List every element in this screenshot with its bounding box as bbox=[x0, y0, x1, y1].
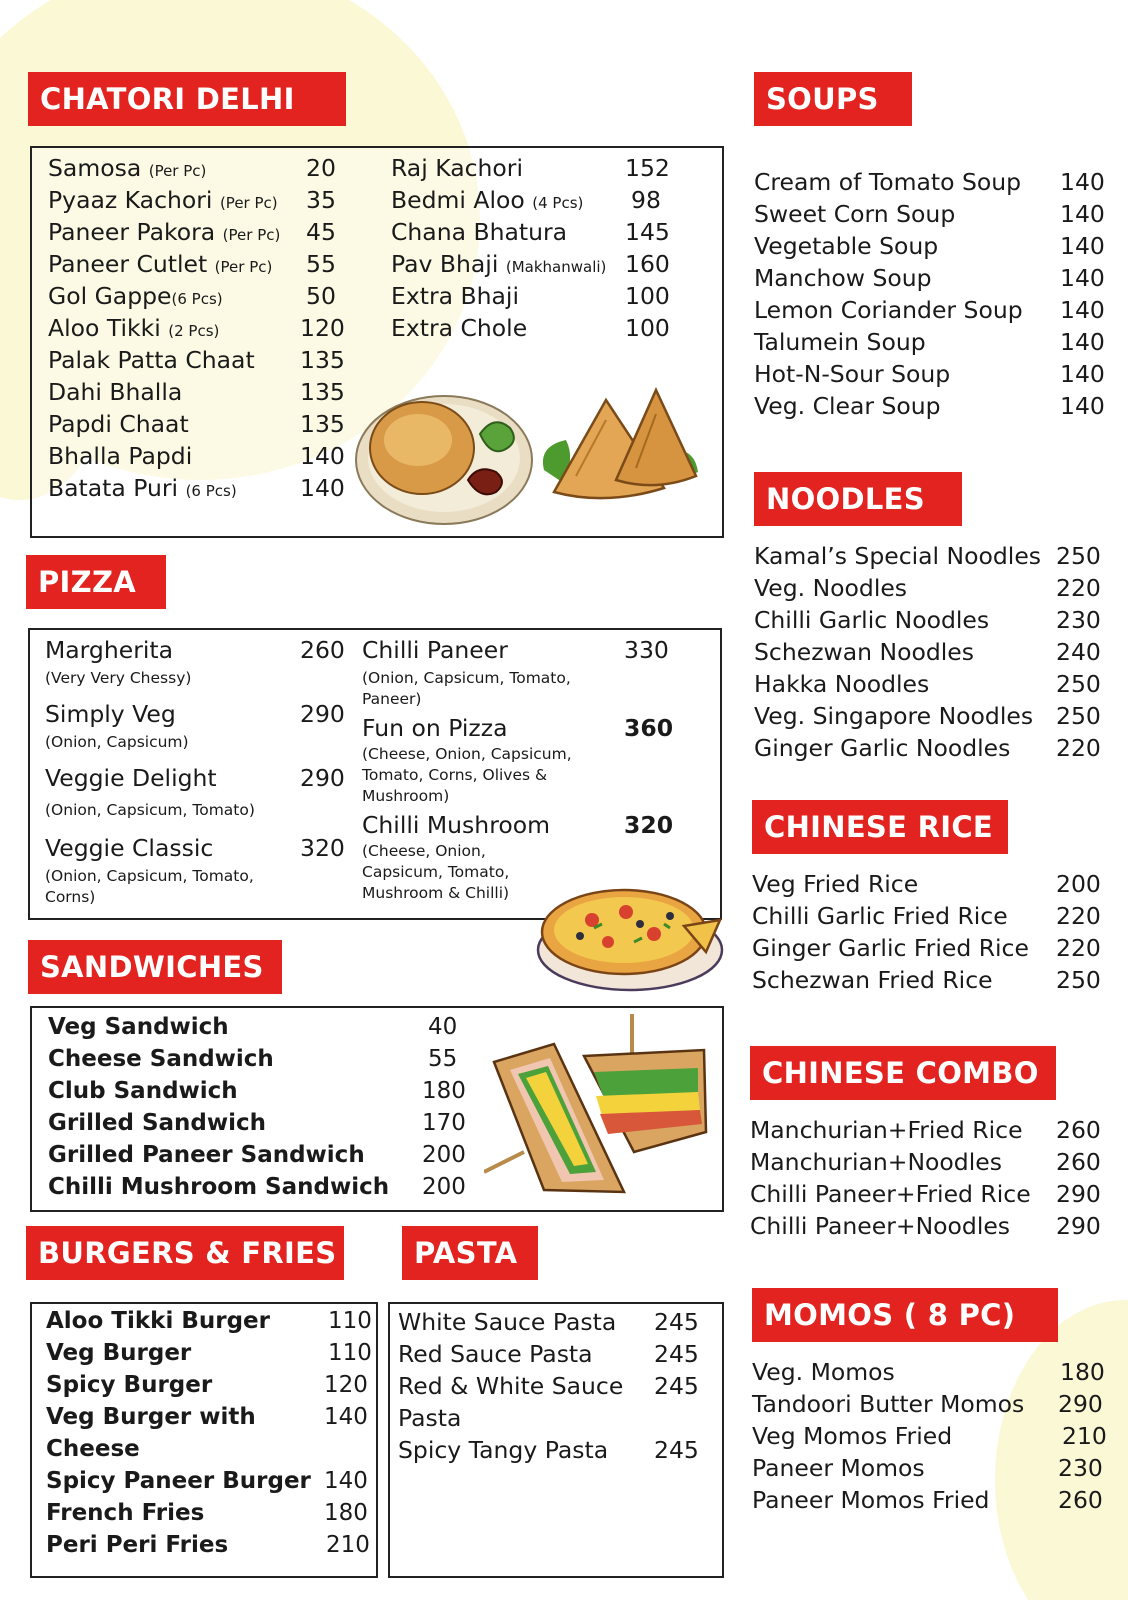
burgers-fries-heading: BURGERS & FRIES bbox=[26, 1226, 344, 1280]
menu-item-description: (Onion, Capsicum, Tomato) bbox=[45, 801, 255, 819]
menu-item: Club Sandwich 180 bbox=[48, 1078, 466, 1104]
pizza-illustration bbox=[534, 876, 726, 996]
momos-list bbox=[752, 1358, 1112, 1518]
menu-item: Veggie Delight 290 bbox=[45, 764, 345, 792]
menu-item: Chilli Mushroom 320 bbox=[362, 811, 674, 839]
pasta-list bbox=[398, 1308, 708, 1468]
menu-item: Manchow Soup 140 bbox=[754, 264, 1105, 292]
menu-item: Aloo Tikki Burger 110 bbox=[46, 1308, 372, 1334]
menu-item-description: (Cheese, Onion, bbox=[362, 842, 486, 860]
menu-item-description: Paneer) bbox=[362, 690, 422, 708]
chatori-delhi-right-list bbox=[391, 154, 671, 346]
menu-item: Chilli Garlic Fried Rice 220 bbox=[752, 902, 1101, 930]
noodles-list bbox=[754, 542, 1114, 766]
chinese-rice-heading: CHINESE RICE bbox=[752, 800, 1008, 854]
menu-item: French Fries 180 bbox=[46, 1500, 368, 1526]
menu-item: Dahi Bhalla 135 bbox=[48, 378, 345, 406]
menu-item: Chilli Paneer 330 bbox=[362, 636, 669, 664]
menu-item: Aloo Tikki (2 Pcs) 120 bbox=[48, 314, 345, 342]
menu-item: Chilli Paneer+Noodles 290 bbox=[750, 1212, 1101, 1240]
menu-item: Manchurian+Noodles 260 bbox=[750, 1148, 1101, 1176]
chinese-combo-list bbox=[750, 1116, 1110, 1244]
menu-item: Ginger Garlic Fried Rice 220 bbox=[752, 934, 1101, 962]
menu-item: Manchurian+Fried Rice 260 bbox=[750, 1116, 1101, 1144]
menu-item: Kamal’s Special Noodles 250 bbox=[754, 542, 1101, 570]
pizza-heading: PIZZA bbox=[26, 555, 166, 609]
menu-item: Raj Kachori 152 bbox=[391, 154, 670, 182]
menu-item-description: (Onion, Capsicum, Tomato, bbox=[45, 867, 254, 885]
menu-item: Paneer Momos 230 bbox=[752, 1454, 1103, 1482]
menu-item: Spicy Tangy Pasta 245 bbox=[398, 1436, 699, 1464]
menu-item-description: (Cheese, Onion, Capsicum, bbox=[362, 745, 572, 763]
menu-item: Tandoori Butter Momos 290 bbox=[752, 1390, 1103, 1418]
menu-item: Lemon Coriander Soup 140 bbox=[754, 296, 1105, 324]
menu-item: Papdi Chaat 135 bbox=[48, 410, 345, 438]
menu-item: Pav Bhaji (Makhanwali) 160 bbox=[391, 250, 670, 278]
menu-item-description: Mushroom & Chilli) bbox=[362, 884, 510, 902]
menu-item: Hot-N-Sour Soup 140 bbox=[754, 360, 1105, 388]
menu-item: Veg Fried Rice 200 bbox=[752, 870, 1101, 898]
menu-item: Margherita 260 bbox=[45, 636, 345, 664]
menu-item: Samosa (Per Pc) 20 bbox=[48, 154, 336, 182]
menu-item: Pasta bbox=[398, 1404, 462, 1432]
menu-item: Schezwan Noodles 240 bbox=[754, 638, 1101, 666]
menu-item: Sweet Corn Soup 140 bbox=[754, 200, 1105, 228]
menu-item: Grilled Sandwich 170 bbox=[48, 1110, 466, 1136]
menu-item-description: Mushroom) bbox=[362, 787, 450, 805]
menu-item-description: (Onion, Capsicum, Tomato, bbox=[362, 669, 571, 687]
samosa-illustration bbox=[536, 380, 706, 510]
menu-item: Paneer Cutlet (Per Pc) 55 bbox=[48, 250, 336, 278]
menu-item: Chana Bhatura 145 bbox=[391, 218, 670, 246]
menu-item: Veg. Noodles 220 bbox=[754, 574, 1101, 602]
menu-item: Batata Puri (6 Pcs) 140 bbox=[48, 474, 345, 502]
menu-item: White Sauce Pasta 245 bbox=[398, 1308, 699, 1336]
menu-item-description: Capsicum, Tomato, bbox=[362, 863, 510, 881]
menu-item: Paneer Momos Fried 260 bbox=[752, 1486, 1103, 1514]
menu-item: Chilli Garlic Noodles 230 bbox=[754, 606, 1101, 634]
menu-item-description: (Very Very Chessy) bbox=[45, 669, 192, 687]
menu-item: Cream of Tomato Soup 140 bbox=[754, 168, 1105, 196]
menu-item: Spicy Paneer Burger 140 bbox=[46, 1468, 368, 1494]
chatori-delhi-left-list bbox=[48, 154, 348, 506]
momos-heading: MOMOS ( 8 PC) bbox=[752, 1288, 1058, 1342]
burgers-fries-list bbox=[46, 1308, 372, 1564]
menu-item: Veg Momos Fried 210 bbox=[752, 1422, 1107, 1450]
menu-item: Veg Burger 110 bbox=[46, 1340, 372, 1366]
menu-item-description: Corns) bbox=[45, 888, 96, 906]
menu-item: Ginger Garlic Noodles 220 bbox=[754, 734, 1101, 762]
menu-item: Veg. Momos 180 bbox=[752, 1358, 1105, 1386]
menu-item: Chilli Paneer+Fried Rice 290 bbox=[750, 1180, 1101, 1208]
menu-item: Grilled Paneer Sandwich 200 bbox=[48, 1142, 466, 1168]
kachori-plate-illustration bbox=[352, 388, 542, 528]
menu-item: Bedmi Aloo (4 Pcs) 98 bbox=[391, 186, 661, 214]
menu-item: Palak Patta Chaat 135 bbox=[48, 346, 345, 374]
menu-item: Hakka Noodles 250 bbox=[754, 670, 1101, 698]
menu-item: Red & White Sauce 245 bbox=[398, 1372, 699, 1400]
menu-item: Extra Bhaji 100 bbox=[391, 282, 670, 310]
menu-item-description: Tomato, Corns, Olives & bbox=[362, 766, 548, 784]
menu-item: Fun on Pizza 360 bbox=[362, 714, 674, 742]
menu-item: Cheese Sandwich 55 bbox=[48, 1046, 458, 1072]
menu-item: Extra Chole 100 bbox=[391, 314, 670, 342]
menu-item: Peri Peri Fries 210 bbox=[46, 1532, 370, 1558]
menu-item: Veggie Classic 320 bbox=[45, 834, 345, 862]
menu-item: Bhalla Papdi 140 bbox=[48, 442, 345, 470]
sandwiches-list bbox=[48, 1014, 468, 1206]
menu-item: Veg Burger with 140 bbox=[46, 1404, 368, 1430]
menu-item: Red Sauce Pasta 245 bbox=[398, 1340, 699, 1368]
menu-item: Talumein Soup 140 bbox=[754, 328, 1105, 356]
menu-item: Veg Sandwich 40 bbox=[48, 1014, 458, 1040]
soups-list bbox=[754, 168, 1104, 424]
pizza-right-list bbox=[362, 636, 672, 904]
menu-item: Cheese bbox=[46, 1436, 140, 1462]
sandwiches-heading: SANDWICHES bbox=[28, 940, 282, 994]
menu-item: Gol Gappe(6 Pcs) 50 bbox=[48, 282, 336, 310]
menu-item: Veg. Clear Soup 140 bbox=[754, 392, 1105, 420]
menu-item: Spicy Burger 120 bbox=[46, 1372, 368, 1398]
menu-item: Vegetable Soup 140 bbox=[754, 232, 1105, 260]
menu-item: Schezwan Fried Rice 250 bbox=[752, 966, 1101, 994]
menu-item: Chilli Mushroom Sandwich 200 bbox=[48, 1174, 466, 1200]
menu-item: Pyaaz Kachori (Per Pc) 35 bbox=[48, 186, 336, 214]
menu-item: Simply Veg 290 bbox=[45, 700, 345, 728]
chinese-rice-list bbox=[752, 870, 1112, 998]
noodles-heading: NOODLES bbox=[754, 472, 962, 526]
chatori-delhi-heading: CHATORI DELHI bbox=[28, 72, 346, 126]
menu-item-description: (Onion, Capsicum) bbox=[45, 733, 189, 751]
pasta-heading: PASTA bbox=[402, 1226, 538, 1280]
chinese-combo-heading: CHINESE COMBO bbox=[750, 1046, 1056, 1100]
menu-item: Veg. Singapore Noodles 250 bbox=[754, 702, 1101, 730]
menu-item: Paneer Pakora (Per Pc) 45 bbox=[48, 218, 336, 246]
club-sandwich-illustration bbox=[484, 1012, 720, 1202]
pizza-left-list bbox=[45, 636, 345, 908]
soups-heading: SOUPS bbox=[754, 72, 912, 126]
